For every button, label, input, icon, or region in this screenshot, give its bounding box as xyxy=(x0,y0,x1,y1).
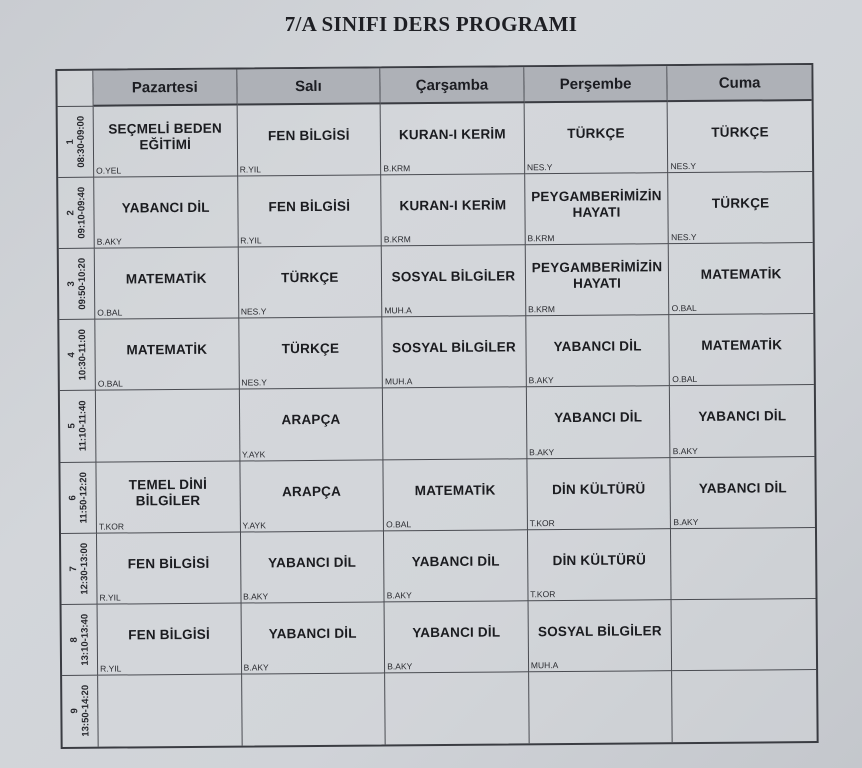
lesson-subject: TÜRKÇE xyxy=(281,270,339,286)
period-number: 3 xyxy=(65,281,77,287)
lesson-teacher: Y.AYK xyxy=(241,448,266,460)
lesson-teacher: T.KOR xyxy=(98,521,125,532)
lesson-cell xyxy=(381,174,525,246)
day-header: Cuma xyxy=(668,65,812,102)
period-label xyxy=(69,685,91,737)
lesson-subject: FEN BİLGİSİ xyxy=(128,626,210,643)
lesson-teacher: R.YIL xyxy=(99,592,121,603)
period-time: 09:50-10:20 xyxy=(76,258,88,310)
day-header: Salı xyxy=(237,68,381,105)
lesson-subject: FEN BİLGİSİ xyxy=(268,198,351,215)
lesson-cell xyxy=(669,243,813,315)
lesson-teacher: B.AKY xyxy=(243,662,269,673)
lesson-subject: TÜRKÇE xyxy=(711,124,769,140)
period-time: 09:10-09:40 xyxy=(75,187,88,239)
period-cell xyxy=(62,604,99,675)
lesson-subject: MATEMATİK xyxy=(700,266,782,283)
lesson-cell xyxy=(382,317,526,389)
lesson-teacher: NES.Y xyxy=(670,161,697,172)
lesson-cell xyxy=(94,106,238,178)
lesson-teacher: B.AKY xyxy=(386,589,412,601)
lesson-teacher: B.AKY xyxy=(528,375,554,386)
lesson-cell xyxy=(95,319,239,391)
lesson-subject: SOSYAL BİLGİLER xyxy=(537,623,662,640)
lesson-cell xyxy=(670,385,814,457)
period-number: 6 xyxy=(67,494,79,501)
lesson-subject xyxy=(383,388,526,459)
lesson-teacher: R.YIL xyxy=(100,663,122,674)
lesson-teacher: O.BAL xyxy=(672,374,698,385)
lesson-subject: YABANCI DİL xyxy=(698,408,787,425)
lesson-cell xyxy=(240,460,384,532)
lesson-teacher: B.AKY xyxy=(243,591,269,602)
period-number: 2 xyxy=(64,210,77,216)
lesson-cell xyxy=(668,101,812,173)
lesson-subject: SOSYAL BİLGİLER xyxy=(391,268,516,285)
lesson-cell xyxy=(671,457,815,529)
lesson-teacher: O.BAL xyxy=(671,303,697,314)
lesson-cell xyxy=(526,315,670,387)
lesson-teacher: T.KOR xyxy=(530,588,556,600)
lesson-cell xyxy=(238,247,382,319)
page-title: 7/A SINIFI DERS PROGRAMI xyxy=(284,12,578,36)
lesson-cell xyxy=(671,528,815,600)
period-time: 08:30-09:00 xyxy=(75,115,87,168)
lesson-teacher: O.BAL xyxy=(97,307,123,318)
lesson-cell xyxy=(527,387,671,459)
period-cell xyxy=(59,320,96,391)
lesson-cell xyxy=(385,672,529,744)
period-number: 9 xyxy=(68,708,80,714)
period-cell xyxy=(60,391,97,462)
lesson-cell xyxy=(97,532,241,604)
lesson-cell xyxy=(672,670,816,742)
period-label xyxy=(68,543,90,595)
lesson-cell xyxy=(239,318,383,390)
period-label xyxy=(65,187,87,239)
lesson-subject: TEMEL DİNİ BİLGİLER xyxy=(128,476,208,508)
lesson-teacher: B.KRM xyxy=(383,234,411,245)
period-time: 13:50-14:20 xyxy=(79,685,92,738)
lesson-cell xyxy=(242,673,386,745)
period-cell xyxy=(59,249,96,320)
lesson-subject xyxy=(672,670,816,742)
lesson-teacher: R.YIL xyxy=(239,164,262,175)
lesson-teacher: B.KRM xyxy=(528,304,556,315)
day-header: Perşembe xyxy=(524,66,668,103)
lesson-cell xyxy=(383,388,527,460)
lesson-teacher: B.AKY xyxy=(529,446,555,457)
period-cell xyxy=(62,676,99,747)
lesson-subject xyxy=(529,671,672,743)
lesson-cell xyxy=(98,674,242,746)
lesson-subject: YABANCI DİL xyxy=(268,554,357,571)
lesson-subject xyxy=(96,390,239,461)
lesson-subject: DİN KÜLTÜRÜ xyxy=(552,552,647,568)
lesson-subject xyxy=(672,599,816,670)
lesson-subject: YABANCI DİL xyxy=(121,199,210,216)
lesson-teacher: B.AKY xyxy=(96,236,122,247)
lesson-teacher: NES.Y xyxy=(526,162,553,173)
lesson-subject: KURAN-I KERİM xyxy=(399,197,507,214)
lesson-cell xyxy=(96,461,240,533)
lesson-cell xyxy=(672,599,816,671)
lesson-subject: SEÇMELİ BEDEN EĞİTİMİ xyxy=(108,120,222,153)
period-time: 11:10-11:40 xyxy=(77,400,89,452)
lesson-cell xyxy=(528,529,672,601)
lesson-teacher: B.AKY xyxy=(387,661,413,672)
lesson-subject: MATEMATİK xyxy=(125,271,207,287)
lesson-teacher: O.YEL xyxy=(96,165,122,176)
period-cell xyxy=(58,178,95,249)
lesson-subject xyxy=(242,673,385,745)
lesson-cell xyxy=(96,390,240,462)
lesson-subject: TÜRKÇE xyxy=(567,125,625,142)
lesson-teacher: B.AKY xyxy=(673,516,699,527)
period-number: 4 xyxy=(66,352,78,358)
period-number: 7 xyxy=(67,565,79,572)
schedule-table xyxy=(55,63,818,749)
lesson-cell xyxy=(669,172,813,244)
period-number: 8 xyxy=(68,636,80,643)
lesson-subject: YABANCI DİL xyxy=(411,553,500,569)
lesson-cell xyxy=(525,173,669,245)
lesson-teacher: Y.AYK xyxy=(242,520,266,531)
period-cell xyxy=(61,533,98,604)
lesson-cell xyxy=(670,314,814,386)
period-time: 13:10-13:40 xyxy=(79,613,91,666)
period-label xyxy=(66,329,88,380)
lesson-cell xyxy=(526,244,670,316)
lesson-cell xyxy=(384,530,528,602)
lesson-subject: PEYGAMBERİMİZİN HAYATI xyxy=(531,188,662,221)
lesson-subject: TÜRKÇE xyxy=(711,195,770,211)
period-label xyxy=(68,614,90,666)
lesson-subject: FEN BİLGİSİ xyxy=(267,127,350,144)
lesson-cell xyxy=(237,104,381,176)
lesson-cell xyxy=(98,603,242,675)
period-time: 10:30-11:00 xyxy=(76,329,89,381)
lesson-subject: YABANCI DİL xyxy=(268,625,357,642)
lesson-subject: FEN BİLGİSİ xyxy=(127,555,210,572)
lesson-cell xyxy=(528,600,672,672)
lesson-cell xyxy=(241,602,385,674)
lesson-subject: DİN KÜLTÜRÜ xyxy=(551,480,646,497)
period-number: 5 xyxy=(66,423,78,430)
lesson-cell xyxy=(381,103,525,175)
lesson-cell xyxy=(527,458,671,530)
lesson-cell xyxy=(382,246,526,318)
lesson-cell xyxy=(239,389,383,461)
period-cell xyxy=(60,462,97,533)
lesson-teacher: B.KRM xyxy=(383,163,411,174)
lesson-subject: MATEMATİK xyxy=(414,482,496,498)
lesson-cell xyxy=(384,459,528,531)
lesson-teacher: O.BAL xyxy=(97,378,123,390)
lesson-cell xyxy=(524,102,668,174)
lesson-teacher: NES.Y xyxy=(671,232,697,243)
lesson-teacher: MUH.A xyxy=(384,305,412,316)
lesson-teacher: NES.Y xyxy=(240,306,267,317)
day-header: Pazartesi xyxy=(93,70,237,107)
lesson-subject: YABANCI DİL xyxy=(698,479,787,496)
lesson-cell xyxy=(241,531,385,603)
lesson-subject: YABANCI DİL xyxy=(412,624,501,641)
period-time: 12:30-13:00 xyxy=(78,542,90,595)
lesson-subject xyxy=(385,672,528,744)
lesson-cell xyxy=(529,671,673,743)
lesson-teacher: MUH.A xyxy=(530,659,559,671)
lesson-subject: KURAN-I KERİM xyxy=(398,126,506,143)
lesson-subject: ARAPÇA xyxy=(281,412,341,428)
period-label xyxy=(66,401,88,452)
lesson-teacher: B.AKY xyxy=(672,445,698,456)
period-label xyxy=(65,258,87,310)
lesson-cell xyxy=(385,601,529,673)
lesson-teacher: O.BAL xyxy=(386,518,412,530)
lesson-subject: MATEMATİK xyxy=(701,337,783,354)
lesson-subject xyxy=(671,528,815,599)
period-label xyxy=(67,472,89,523)
lesson-subject: TÜRKÇE xyxy=(281,341,340,357)
table-corner xyxy=(57,71,93,107)
lesson-subject: PEYGAMBERİMİZİN HAYATI xyxy=(531,259,663,292)
period-time: 11:50-12:20 xyxy=(78,471,90,524)
lesson-teacher: T.KOR xyxy=(529,517,555,528)
lesson-subject: ARAPÇA xyxy=(282,483,342,499)
lesson-cell xyxy=(95,248,239,320)
period-label xyxy=(64,116,86,168)
period-number: 1 xyxy=(64,139,76,145)
lesson-teacher: NES.Y xyxy=(241,377,267,388)
lesson-subject: MATEMATİK xyxy=(126,342,208,358)
lesson-subject: YABANCI DİL xyxy=(554,409,643,426)
period-cell xyxy=(58,107,95,178)
lesson-subject: YABANCI DİL xyxy=(553,338,642,355)
day-header: Çarşamba xyxy=(381,67,525,104)
lesson-teacher: R.YIL xyxy=(240,235,262,246)
lesson-teacher: MUH.A xyxy=(384,376,413,387)
lesson-subject xyxy=(98,674,241,746)
lesson-cell xyxy=(94,177,238,249)
lesson-subject: SOSYAL BİLGİLER xyxy=(392,339,516,356)
lesson-cell xyxy=(238,176,382,248)
lesson-teacher: B.KRM xyxy=(527,233,555,244)
